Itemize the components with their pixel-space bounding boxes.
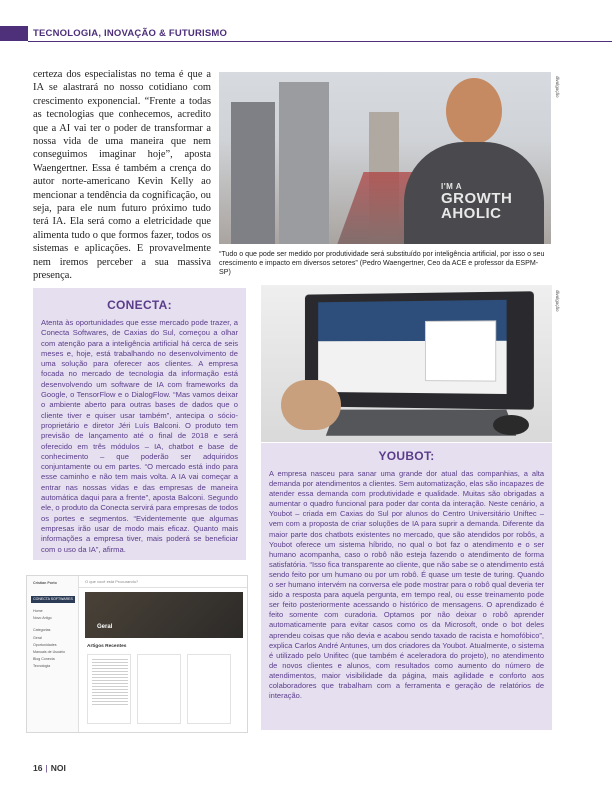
photo-caption: “Tudo o que pode ser medido por produtividade será substituído por inteligência artificial, por isso o seu crescimento e impacto em diversos setores” (Pedro Waengertner, Ceo da ACE e professor da ESPM-SP) <box>219 250 545 276</box>
ss-side-item: Categorias <box>33 628 51 632</box>
intro-paragraph: certeza dos especialistas no tema é que a IA se alastrará no nosso cotidiano com crescimento exponencial. “Frente a todas as tecnologias que conhecemos, acredito que a AI vai ter o poder de transformar a nossa vida de uma maneira que nem conseguimos imaginar hoje”, aposta Waengertner. Essa é também a crença do autor norte-americano Kevin Kelly ao mencionar a tendência da cognificação, ou seja, para ele num futuro próximo tudo terá IA. Ela será como a eletricidade que alimenta tudo o que formos fazer, todos os sistemas e aplicações. E provavelmente nem iremos perceber a sua massiva presença. <box>33 69 211 282</box>
photo-portrait <box>219 72 551 244</box>
laptop-screen <box>318 300 506 394</box>
building-shape <box>231 102 275 244</box>
page-footer <box>33 763 66 773</box>
laptop-keyboard <box>326 410 516 436</box>
header-rule <box>28 41 612 42</box>
ss-side-item: Geral <box>33 636 42 640</box>
software-screenshot <box>26 575 248 733</box>
section-title: TECNOLOGIA, INOVAÇÃO & FUTURISMO <box>33 28 228 39</box>
ss-side-item: Novo Artigo <box>33 616 52 620</box>
ss-side-item: Home <box>33 609 43 613</box>
shirt-line: AHOLIC <box>441 205 502 222</box>
ss-side-item: Oportunidades <box>33 643 57 647</box>
footer-separator: | <box>45 763 48 773</box>
youbot-title: YOUBOT: <box>378 449 435 463</box>
mouse-shape <box>493 415 529 435</box>
ss-card-lines <box>92 659 128 705</box>
ss-article-card <box>87 654 131 724</box>
ss-search: O que você está Procurando? <box>79 576 248 588</box>
building-shape <box>279 82 329 244</box>
ss-banner <box>85 592 243 638</box>
header-accent-bar <box>0 26 28 41</box>
photo-credit: divulgação <box>555 290 560 312</box>
screen-chat-window <box>425 320 496 381</box>
laptop-shape <box>305 291 534 410</box>
conecta-text: Atenta às oportunidades que esse mercado pode trazer, a Conecta Softwares, de Caxias do Sul, começou a olhar com atenção para a inteligência artificial há cerca de seis meses e, hoje, está trabalhando no desenvolvimento de uma solução para oferecer aos clientes. A empresa focada no mercado de tecnologia da informação está desenvolvendo um software de IA com frameworks da Google, o TensorFlow e o DialogFlow. “Mas vamos deixar o ambiente aberto para outras bases de dados que o cliente tiver e quiser usar também”, antecipa o sócio-proprietário e diretor Jéri Luís Balconi. O produto tem previsão de lançamento até o final de 2018 e será oferecido em três módulos – IA, chatbot e base de conhecimento – que poderão ser adquiridos conjuntamente ou em partes. “O mercado está indo para esse caminho e não tem mais volta. A IA vai começar a entrar nas nossas vidas e das empresas de maneira automática daqui para a frente”, aposta Balconi. Segundo ele, o produto da Conecta servirá para empresas de todos os portes e segmentos. “Evidentemente que algumas empresas irão usar de modo mais eficaz. Quanto mais informações a empresa tiver, mais poderá se beneficiar com o uso da IA”, afirma. <box>41 318 238 554</box>
person-head <box>446 78 502 144</box>
ss-article-card <box>187 654 231 724</box>
youbot-box <box>261 443 552 730</box>
shirt-line: GROWTH <box>441 190 513 207</box>
ss-banner-label: Geral <box>97 624 113 630</box>
page-number: 16 <box>33 763 43 773</box>
ss-user: Cristian Porto <box>33 581 57 585</box>
magazine-name: NOI <box>50 763 66 773</box>
ss-sidebar <box>27 576 79 733</box>
photo-credit: divulgação <box>555 76 560 98</box>
ss-side-item: Tecnologia <box>33 664 51 668</box>
hand-shape <box>281 380 341 430</box>
conecta-box <box>33 288 246 560</box>
intro-column <box>33 68 211 283</box>
ss-side-item: Manuais de Usuário <box>33 650 65 654</box>
ss-article-card <box>137 654 181 724</box>
photo-laptop <box>261 285 552 442</box>
ss-side-item: Blog Conecta <box>33 657 55 661</box>
ss-company-button: CONECTA SOFTWARES <box>31 596 75 603</box>
shirt-print <box>441 182 512 221</box>
shirt-line: I'M A <box>441 182 462 191</box>
conecta-title: CONECTA: <box>107 298 172 312</box>
ss-section-title: Artigos Recentes <box>87 644 127 649</box>
youbot-text: A empresa nasceu para sanar uma grande dor atual das companhias, a alta demanda por atendimentos a clientes. Sem automatização, elas são incapazes de atender essa demanda com produtividade e qualidade. Muitas são obrigadas a aumentar o quadro funcional para poder dar conta da interação. Neste cenário, a Youbot – criada em Caxias do Sul por alunos do Centro Universitário Uniftec – vem com a proposta de criar soluções de IA para suprir a demanda. Diferente da maior parte dos chatbots existentes no mercado, que são atendidos por robôs, a Youbot oferece um sistema híbrido, no qual o bot faz o atendimento e o ser humano acompanha, caso o robô não esteja fazendo o atendimento de forma satisfatória. “Isso fica transparente ao cliente, que não sabe se o atendimento está sendo feito por um humano ou por um robô. É quase um teste de turing. Quando o ser humano intervém na conversa ele pode mostrar para o robô qual deveria ter sido a resposta para aquela pergunta, em tempo real, ou esse treinamento pode ser feito posteriormente acessando o histórico de mensagens. O aprendizado é feito somente com curadoria. Optamos por não deixar o robô aprender automaticamente para evitar casos como os da Microsoft, onde o bot deles aprendeu coisas que não devia e acabou sendo taxado de racista e homofóbico”, explica Carlos André Antunes, um dos criadores da Youbot. Atualmente, o sistema é utilizado pelo Unifitec (que também é aceleradora do projeto), no atendimento de novos clientes e alunos, com resultados como aumento do número de atendimentos, maior visibilidade da página, mais agilidade e conforto aos colaboradores que trabalham com a ferramenta e geração de relatórios de interação. <box>269 469 544 701</box>
